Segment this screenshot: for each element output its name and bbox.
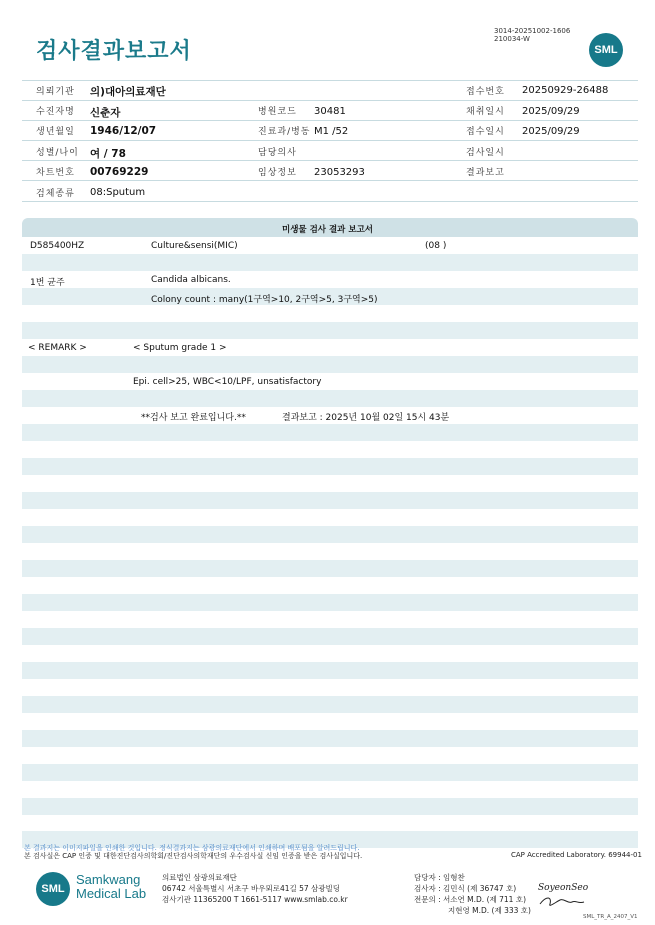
hospital-code-label: 병원코드 (258, 107, 297, 117)
row-band (22, 560, 638, 577)
row-band (22, 492, 638, 509)
chart-no: 00769229 (90, 166, 149, 178)
test-date-label: 검사일시 (466, 148, 505, 158)
version-code: SML_TR_A_2407_V1 (583, 914, 638, 920)
collect-date-label: 채취일시 (466, 107, 505, 117)
row-band (22, 696, 638, 713)
row-band (22, 764, 638, 781)
accreditation-notice: 본 검사실은 CAP 인증 및 대한진단검사의학회/진단검사의학재단의 우수검사실 신임 인증을 받은 검사실입니다. (24, 852, 363, 860)
row-band (22, 730, 638, 747)
svg-text:SoyeonSeo: SoyeonSeo (538, 883, 588, 893)
request-org-label: 의뢰기관 (36, 87, 75, 97)
remark-detail: Epi. cell>25, WBC<10/LPF, unsatisfactory (133, 377, 322, 387)
receipt-no: 20250929-26488 (522, 85, 609, 96)
test-sub-code: (08 ) (425, 241, 447, 251)
specimen: 08:Sputum (90, 187, 146, 198)
colony-count: Colony count : many(1구역>10, 2구역>5, 3구역>5) (151, 295, 378, 305)
organism: Candida albicans. (151, 275, 231, 285)
doctor-label: 담당의사 (258, 148, 297, 158)
dept-label: 진료과/병동 (258, 127, 311, 137)
divider (22, 100, 638, 101)
divider (22, 80, 638, 81)
clinical-info: 23053293 (314, 167, 365, 178)
collect-date: 2025/09/29 (522, 106, 580, 117)
organization-info: 의료법인 삼광의료재단 06742 서울특별시 서초구 바우뫼로41길 57 삼광빌딩 검사기관 11365200 T 1661-5117 www.smlab.co.kr (162, 873, 348, 904)
test-code: D585400HZ (30, 241, 85, 251)
chart-no-label: 차트번호 (36, 168, 75, 178)
divider (22, 180, 638, 181)
row-band (22, 798, 638, 815)
sex-age: 여 / 78 (90, 148, 126, 160)
hospital-code: 30481 (314, 106, 346, 117)
cap-accreditation: CAP Accredited Laboratory. 69944-01 (511, 851, 642, 859)
divider (22, 120, 638, 121)
remark-grade: < Sputum grade 1 > (133, 343, 227, 353)
brand-name: Samkwang Medical Lab (76, 872, 147, 901)
report-title: 검사결과보고서 (36, 39, 192, 64)
image-notice: 본 결과지는 이미지파일을 인쇄한 것입니다. 정식결과지는 삼광의료재단에서 인쇄하며 배포됨을 알려드립니다. (24, 844, 360, 852)
divider (22, 201, 638, 202)
clinical-label: 임상정보 (258, 168, 297, 178)
section-title: 미생물 검사 결과 보고서 (282, 225, 373, 235)
row-band (22, 322, 638, 339)
row-band (22, 458, 638, 475)
patient-name: 신춘자 (90, 107, 121, 119)
row-band (22, 390, 638, 407)
birth-label: 생년월일 (36, 127, 75, 137)
patient-label: 수진자명 (36, 107, 75, 117)
row-band (22, 356, 638, 373)
remark-label: < REMARK > (28, 343, 87, 353)
row-band (22, 254, 638, 271)
sml-logo-icon: SML (589, 33, 623, 67)
row-band (22, 594, 638, 611)
sml-footer-logo-icon: SML (36, 872, 70, 906)
report-label: 결과보고 (466, 168, 505, 178)
divider (22, 140, 638, 141)
birth-date: 1946/12/07 (90, 125, 157, 137)
report-time: 결과보고 : 2025년 10월 02일 15시 43분 (282, 413, 450, 423)
row-band (22, 424, 638, 441)
test-name: Culture&sensi(MIC) (151, 241, 238, 251)
receipt-date: 2025/09/29 (522, 126, 580, 137)
row-band (22, 526, 638, 543)
signature-icon (538, 878, 588, 910)
row-band (22, 628, 638, 645)
sex-age-label: 성별/나이 (36, 148, 79, 158)
specimen-label: 검체종류 (36, 189, 75, 199)
signatories: 담당자 : 임형찬 검사자 : 김민식 (제 36747 호) 전문의 : 서소연 M.D. (제 711 호) 지현영 M.D. (제 333 호) (414, 873, 531, 915)
receipt-date-label: 접수일시 (466, 127, 505, 137)
receipt-no-label: 접수번호 (466, 87, 505, 97)
request-org: 의)대아의료재단 (90, 86, 166, 98)
complete-note: **검사 보고 완료입니다.** (141, 413, 246, 423)
dept: M1 /52 (314, 126, 349, 137)
row-band (22, 662, 638, 679)
organism-label: 1번 균주 (30, 278, 65, 288)
document-id: 3014-20251002-1606 210034-W (494, 27, 571, 43)
